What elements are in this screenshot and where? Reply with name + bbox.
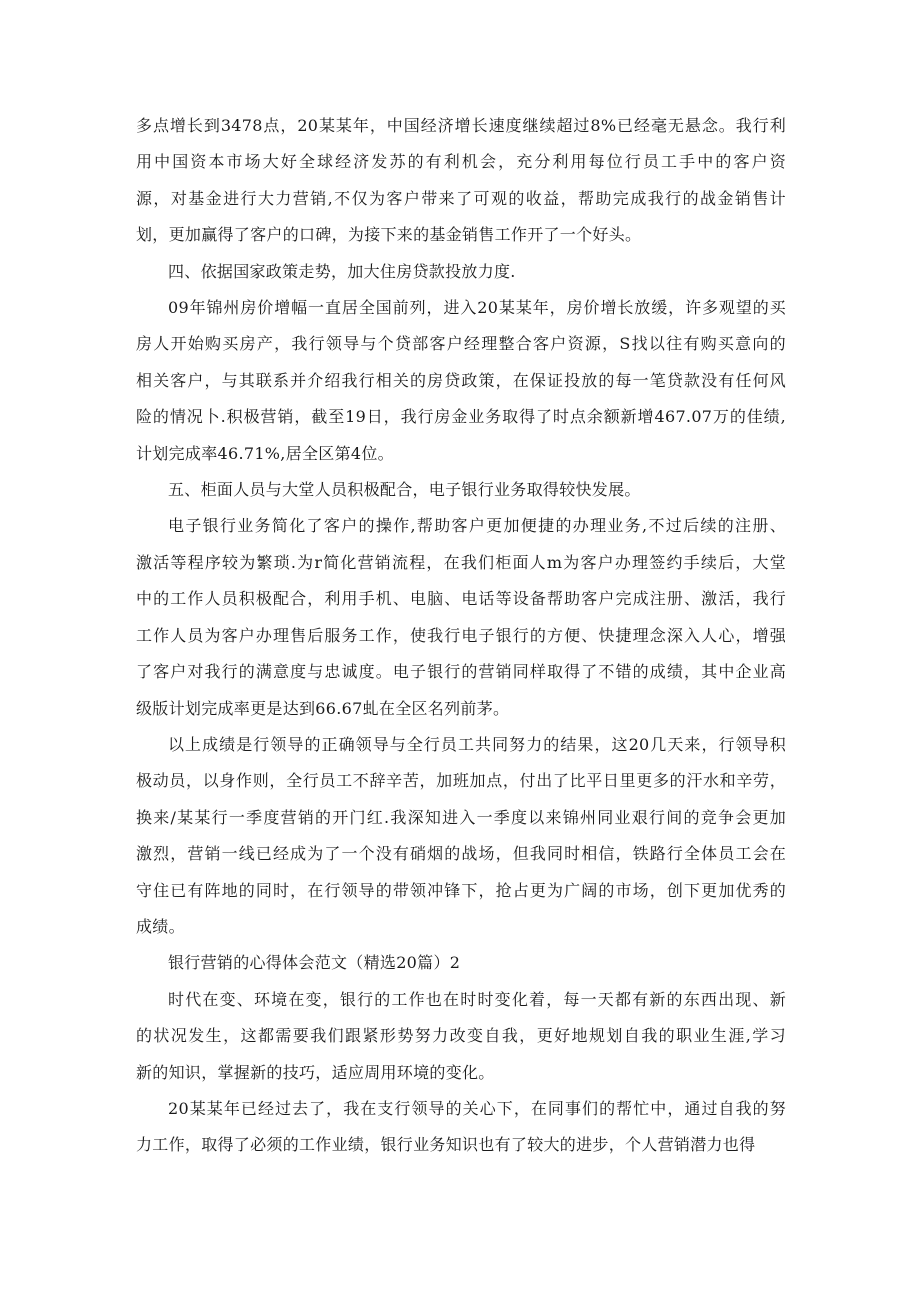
text-line: 银行营销的心得体会范文（精选20篇）2 bbox=[168, 953, 461, 973]
text-line: 力工作，取得了必须的工作业绩，银行业务知识也有了较大的进步，个人营销潜力也得 bbox=[136, 1135, 756, 1155]
text-line: 相关客户，与其联系并介绍我行相关的房贷政策，在保证投放的每一笔贷款没有任何风 bbox=[136, 370, 786, 390]
document-body bbox=[136, 108, 786, 1164]
text-line: 新的知识，掌握新的技巧，适应周用环境的变化。 bbox=[136, 1062, 495, 1082]
text-line: 计划完成率46.71%,居全区第4位。 bbox=[136, 443, 394, 463]
paragraph-p1 bbox=[136, 108, 786, 254]
text-line: 划，更加赢得了客户的口碑，为接下来的基金销售工作开了一个好头。 bbox=[136, 225, 642, 245]
paragraph-p2 bbox=[136, 254, 786, 290]
text-line: 工作人员为客户办理售后服务工作，使我行电子银行的方便、快捷理念深入人心，增强 bbox=[136, 625, 786, 645]
text-line: 了客户对我行的满意度与忠诚度。电子银行的营销同样取得了不错的成绩，其中企业高 bbox=[136, 662, 786, 682]
paragraph-p8 bbox=[136, 982, 786, 1091]
text-line: 中的工作人员积极配合，利用手机、电脑、电话等设备帮助客户完成注册、激活，我行 bbox=[136, 589, 786, 609]
text-line: 20某某年已经过去了，我在支行领导的关心下，在同事们的帮忙中，通过自我的努 bbox=[168, 1098, 786, 1118]
text-line: 极动员，以身作则，全行员工不辞辛苦，加班加点，付出了比平日里更多的汗水和辛劳， bbox=[136, 771, 786, 791]
text-line: 换来/某某行一季度营销的开门红.我深知进入一季度以来锦州同业艰行间的竞争会更加 bbox=[136, 807, 786, 827]
text-line: 险的情况卜.积极营销，截至19日，我行房金业务取得了时点余额新增467.07万的佳绩, bbox=[136, 407, 786, 427]
text-line: 五、柜面人员与大堂人员积极配合，电子银行业务取得较快发展。 bbox=[168, 480, 641, 500]
paragraph-p5 bbox=[136, 508, 786, 726]
text-line: 守住已有阵地的同时，在行领导的带领冲锋下，抢占更为广阔的市场，创下更加优秀的 bbox=[136, 880, 786, 900]
text-line: 多点增长到3478点，20某某年，中国经济增长速度继续超过8%已经毫无悬念。我行利 bbox=[136, 116, 786, 135]
text-line: 成绩。 bbox=[136, 916, 185, 936]
text-line: 激活等程序较为繁琐.为r简化营销流程，在我们柜面人m为客户办理签约手续后，大堂 bbox=[136, 552, 786, 572]
paragraph-p4 bbox=[136, 472, 786, 508]
text-line: 级版计划完成率更是达到66.67虬在全区名列前茅。 bbox=[136, 698, 510, 718]
text-line: 09年锦州房价增幅一直居全国前列，进入20某某年，房价增长放缓，许多观望的买 bbox=[168, 298, 786, 318]
paragraph-p3 bbox=[136, 290, 786, 472]
text-line: 四、依据国家政策走势，加大住房贷款投放力度. bbox=[168, 261, 516, 281]
text-line: 以上成绩是行领导的正确领导与全行员工共同努力的结果，这20几天来，行领导积 bbox=[168, 734, 786, 754]
text-line: 用中国资本市场大好全球经济发苏的有利机会，充分利用每位行员工手中的客户资 bbox=[136, 152, 786, 172]
paragraph-p9 bbox=[136, 1091, 786, 1164]
text-line: 电子银行业务简化了客户的操作,帮助客户更加便捷的办理业务,不过后续的注册、 bbox=[168, 516, 786, 536]
text-line: 源，对基金进行大力营销,不仅为客户带来了可观的收益，帮助完成我行的战金销售计 bbox=[136, 188, 786, 208]
text-line: 的状况发生，这都需要我们跟紧形势努力改变自我，更好地规划自我的职业生涯,学习 bbox=[136, 1026, 786, 1046]
text-line: 房人开始购买房产，我行领导与个贷部客户经理整合客户资源，S找以往有购买意向的 bbox=[136, 334, 786, 354]
text-line: 激烈，营销一线已经成为了一个没有硝烟的战场，但我同时相信，铁路行全体员工会在 bbox=[136, 844, 786, 864]
paragraph-p6 bbox=[136, 727, 786, 945]
text-line: 时代在变、环境在变，银行的工作也在时时变化着，每一天都有新的东西出现、新 bbox=[168, 989, 786, 1009]
paragraph-p7 bbox=[136, 945, 786, 981]
